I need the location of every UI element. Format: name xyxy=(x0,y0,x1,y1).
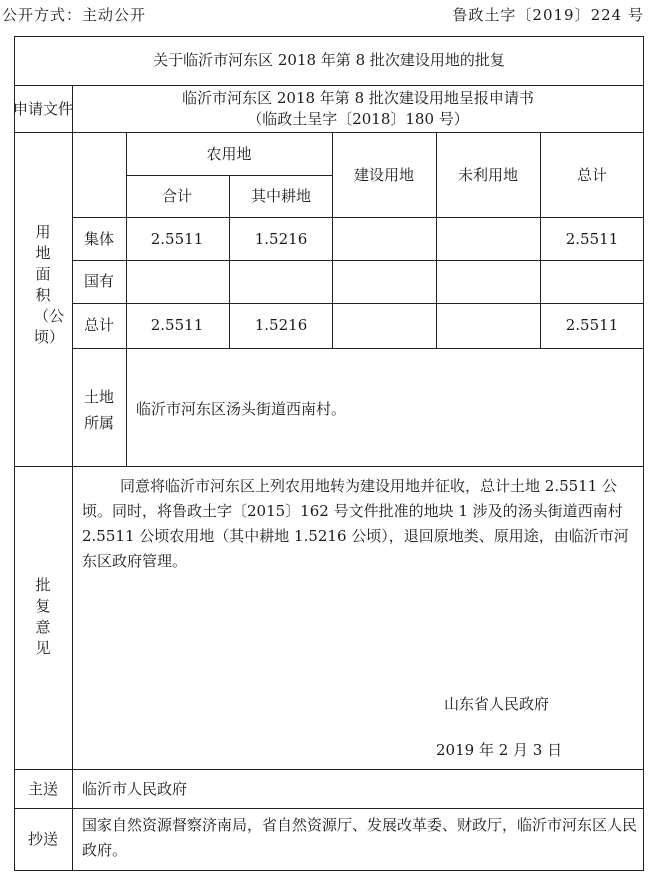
cell-cultivated: 1.5216 xyxy=(254,316,308,334)
header-cultivated-land: 其中耕地 xyxy=(250,187,312,205)
document-title: 关于临沂市河东区 2018 年第 8 批次建设用地的批复 xyxy=(153,51,505,69)
ownership-label-line1: 土地 xyxy=(83,388,115,406)
rule-row-collective xyxy=(72,260,644,261)
header-subtotal: 合计 xyxy=(161,187,193,205)
rule-col-agri xyxy=(332,132,333,348)
rule-application-bottom xyxy=(14,132,644,133)
rule-col-subtotal xyxy=(229,175,230,348)
rule-title-bottom xyxy=(14,85,644,86)
rule-row-label-column xyxy=(126,132,127,466)
rule-approval-bottom xyxy=(14,769,644,770)
main-recipient-label: 主送 xyxy=(27,780,59,798)
cc-value: 国家自然资源督察济南局，省自然资源厅、发展改革委、财政厅，临沂市河东区人民政府。 xyxy=(82,816,638,859)
approval-opinion-text: 同意将临沂市河东区上列农用地转为建设用地并征收，总计土地 2.5511 公顷。同时，将鲁政土字〔2015〕162 号文件批准的地块 1 涉及的汤头街道西南村 2.5511 公顷农用地（其中耕地 1.5216 公顷），退回原地类、原用途，由临沂市河东区政府管理。 xyxy=(82,477,629,570)
rule-row-state xyxy=(72,303,644,304)
header-unused-land: 未利用地 xyxy=(457,166,519,184)
rule-label-column xyxy=(72,85,73,871)
cell-subtotal: 2.5511 xyxy=(150,230,204,248)
rule-main-recipient-bottom xyxy=(14,808,644,809)
cell-total: 2.5511 xyxy=(565,316,619,334)
cell-total: 2.5511 xyxy=(565,230,619,248)
rule-ownership-bottom xyxy=(14,466,644,467)
header-agricultural-land: 农用地 xyxy=(206,145,252,163)
rule-header-bottom xyxy=(72,217,644,218)
row-label-state-owned: 国有 xyxy=(83,272,115,290)
cc-label: 抄送 xyxy=(27,830,59,848)
disclosure-mode: 公开方式：主动公开 xyxy=(2,6,147,24)
row-label-total: 总计 xyxy=(83,316,115,334)
document-number: 鲁政土字〔2019〕224 号 xyxy=(452,6,644,24)
rule-col-construction xyxy=(436,132,437,348)
land-area-side-label: 用地面积（公顷） xyxy=(34,223,65,346)
issuing-authority: 山东省人民政府 xyxy=(444,695,550,713)
main-recipient-value: 临沂市人民政府 xyxy=(82,780,188,798)
application-reference: （临政土呈字〔2018〕180 号） xyxy=(247,110,469,128)
approval-side-label: 批复意见 xyxy=(35,576,51,657)
cell-subtotal: 2.5511 xyxy=(150,316,204,334)
ownership-value: 临沂市河东区汤头街道西南村。 xyxy=(136,400,347,418)
ownership-label-line2: 所属 xyxy=(83,414,115,432)
header-construction-land: 建设用地 xyxy=(353,166,415,184)
rule-row-total xyxy=(72,348,644,349)
application-label: 申请文件 xyxy=(12,100,74,118)
application-title: 临沂市河东区 2018 年第 8 批次建设用地呈报申请书 xyxy=(182,89,534,107)
cell-cultivated: 1.5216 xyxy=(254,230,308,248)
approval-date: 2019 年 2 月 3 日 xyxy=(436,741,563,759)
row-label-collective: 集体 xyxy=(83,230,115,248)
rule-col-unused xyxy=(540,132,541,348)
header-total: 总计 xyxy=(576,166,608,184)
